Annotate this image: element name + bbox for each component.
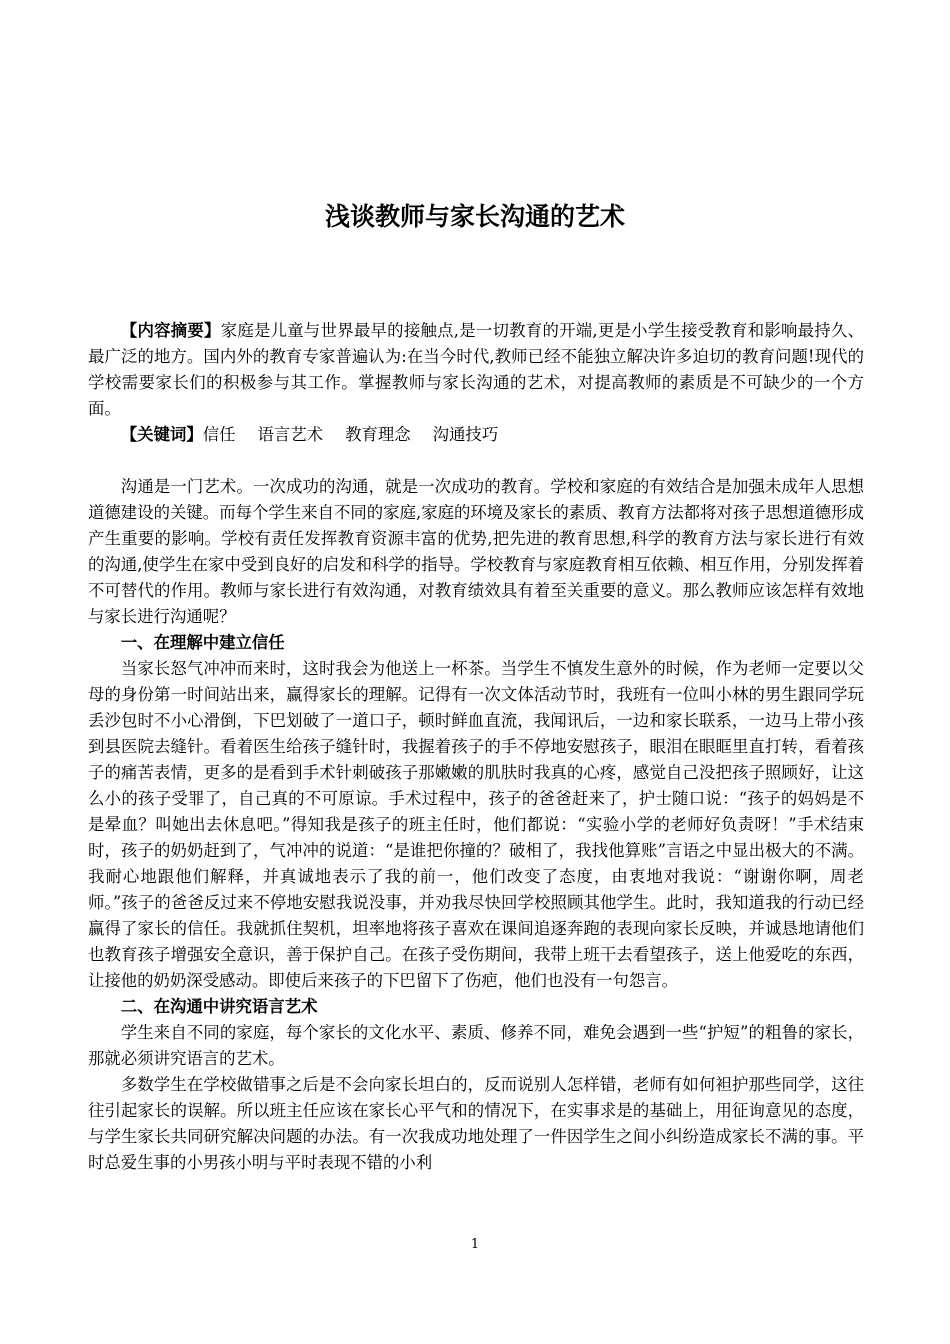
page-number: 1 bbox=[470, 1237, 480, 1252]
abstract-text: 家庭是儿童与世界最早的接触点,是一切教育的开端,更是小学生接受教育和影响最持久、最广泛的地方。国内外的教育专家普遍认为:在当今时代,教师已经不能独立解决许多迫切的教育问题!现代的学校需要家长们的积极参与其工作。掌握教师与家长沟通的艺术，对提高教师的素质是不可缺少的一个方面。 bbox=[88, 321, 864, 418]
keyword-item: 信任 bbox=[202, 425, 236, 444]
section-heading: 二、在沟通中讲究语言艺术 bbox=[120, 997, 318, 1016]
keywords-label: 【关键词】 bbox=[120, 425, 203, 444]
abstract-paragraph bbox=[88, 318, 864, 422]
keyword-item: 沟通技巧 bbox=[432, 425, 499, 444]
keyword-item: 教育理念 bbox=[345, 425, 411, 444]
body-paragraph: 学生来自不同的家庭，每个家长的文化水平、素质、修养不同，难免会遇到一些“护短”的粗鲁的家长，那就必须讲究语言的艺术。 bbox=[88, 1023, 864, 1068]
intro-paragraph: 沟通是一门艺术。一次成功的沟通，就是一次成功的教育。学校和家庭的有效结合是加强未成年人思想道德建设的关键。而每个学生来自不同的家庭,家庭的环境及家长的素质、教育方法都将对孩子思想道德形成产生重要的影响。学校有责任发挥教育资源丰富的优势,把先进的教育思想,科学的教育方法与家长进行有效的沟通,使学生在家中受到良好的启发和科学的指导。学校教育与家庭教育相互依赖、相互作用，分别发挥着不可替代的作用。教师与家长进行有效沟通，对教育绩效具有着至关重要的意义。那么教师应该怎样有效地与家长进行沟通呢？ bbox=[88, 477, 864, 626]
body-paragraph: 当家长怒气冲冲而来时，这时我会为他送上一杯茶。当学生不慎发生意外的时候，作为老师一定要以父母的身份第一时间站出来，赢得家长的理解。记得有一次文体活动节时，我班有一位叫小林的男生跟同学玩丢沙包时不小心滑倒，下巴划破了一道口子，顿时鲜血直流，我闻讯后，一边和家长联系，一边马上带小孩到县医院去缝针。看着医生给孩子缝针时，我握着孩子的手不停地安慰孩子，眼泪在眼眶里直打转，看着孩子的痛苦表情，更多的是看到手术针刺破孩子那嫩嫩的肌肤时我真的心疼，感觉自己没把孩子照顾好，让这么小的孩子受罪了，自己真的不可原谅。手术过程中，孩子的爸爸赶来了，护士随口说：“孩子的妈妈是不是晕血？叫她出去休息吧。”得知我是孩子的班主任时，他们都说：“实验小学的老师好负责呀！”手术结束时，孩子的奶奶赶到了，气冲冲的说道：“是谁把你撞的？破相了，我找他算账”言语之中显出极大的不满。我耐心地跟他们解释，并真诚地表示了我的前一，他们改变了态度，由衷地对我说：“谢谢你啊，周老师。”孩子的爸爸反过来不停地安慰我说没事，并劝我尽快回学校照顾其他学生。此时，我知道我的行动已经赢得了家长的信任。我就抓住契机，坦率地将孩子喜欢在课间追逐奔跑的表现向家长反映，并诚恳地请他们也教育孩子增强安全意识，善于保护自己。在孩子受伤期间，我带上班干去看望孩子，送上他爱吃的东西，让接他的奶奶深受感动。即使后来孩子的下巴留下了伤疤，他们也没有一句怨言。 bbox=[88, 659, 864, 990]
body-paragraph: 多数学生在学校做错事之后是不会向家长坦白的，反而说别人怎样错，老师有如何袒护那些同学，这往往引起家长的误解。所以班主任应该在家长心平气和的情况下，在实事求是的基础上，用征询意见的态度，与学生家长共同研究解决问题的办法。有一次我成功地处理了一件因学生之间小纠纷造成家长不满的事。平时总爱生事的小男孩小明与平时表现不错的小利 bbox=[88, 1075, 864, 1172]
keywords-paragraph bbox=[88, 422, 864, 448]
section-heading: 一、在理解中建立信任 bbox=[120, 633, 285, 652]
abstract-label: 【内容摘要】 bbox=[120, 321, 221, 340]
page-title: 浅谈教师与家长沟通的艺术 bbox=[324, 202, 625, 231]
document-body bbox=[88, 318, 864, 1176]
keyword-item: 语言艺术 bbox=[257, 425, 324, 444]
